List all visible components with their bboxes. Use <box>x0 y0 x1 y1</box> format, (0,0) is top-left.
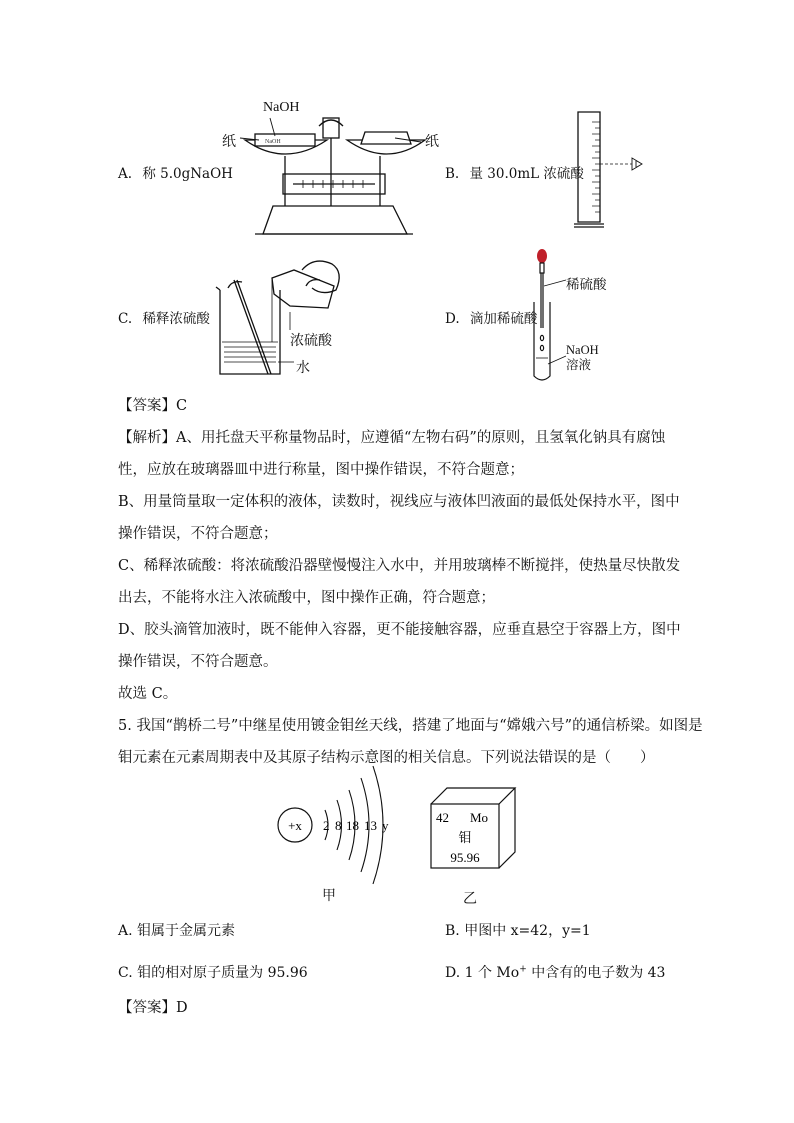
dropper-bulb <box>537 249 547 263</box>
label-conc-acid: 浓硫酸 <box>290 333 332 349</box>
element-name: 钼 <box>458 830 472 845</box>
element-cell-mo <box>425 782 521 874</box>
svg-text:NaOH: NaOH <box>265 139 281 145</box>
dropper-figure <box>528 246 568 386</box>
label-paper-left: 纸 <box>222 134 236 150</box>
shell-4-count: 13 <box>364 818 377 833</box>
caption-jia: 甲 <box>322 888 336 904</box>
element-symbol: Mo <box>470 810 489 825</box>
shell-3-count: 18 <box>346 818 359 833</box>
glass-rod <box>234 280 268 374</box>
atomic-number: 42 <box>436 810 449 825</box>
balance-base <box>263 206 407 234</box>
label-dilute-acid: 稀硫酸 <box>566 277 607 293</box>
analysis-line-7: D、胶头滴管加液时，既不能伸入容器，更不能接触容器，应垂直悬空于容器上方，图中 <box>118 622 681 638</box>
shell-2-count: 8 <box>335 818 342 833</box>
eye-icon <box>632 158 642 170</box>
q5-option-d: D. 1 个 Mo+ 中含有的电子数为 43 <box>445 964 666 981</box>
cylinder-figure <box>570 108 650 230</box>
analysis-line-2: 性，应放在玻璃器皿中进行称量，图中操作错误，不符合题意； <box>118 462 524 478</box>
atomic-mass: 95.96 <box>450 850 480 865</box>
q5-option-b: B. 甲图中 x=42，y=1 <box>445 923 591 939</box>
analysis-line-8: 操作错误，不符合题意。 <box>118 654 278 670</box>
analysis-line-9: 故选 C。 <box>118 686 178 702</box>
analysis-line-1: 【解析】A、用托盘天平称量物品时，应遵循“左物右码”的原则，且氢氧化钠具有腐蚀 <box>118 430 666 446</box>
atom-structure-diagram <box>275 762 405 887</box>
analysis-line-4: 操作错误，不符合题意； <box>118 526 278 542</box>
q5-answer: 【答案】D <box>118 1000 188 1016</box>
label-naoh-solution: NaOH 溶液 <box>566 343 599 372</box>
option-b: B. 量 30.0mL 浓硫酸 <box>445 166 584 182</box>
shell-5-count: y <box>382 818 389 833</box>
dilution-figure <box>210 250 355 380</box>
shell-1-count: 2 <box>323 818 330 833</box>
option-d: D. 滴加稀硫酸 <box>445 311 538 327</box>
balance-figure <box>215 96 440 241</box>
q5-stem-line-2: 钼元素在元素周期表中及其原子结构示意图的相关信息。下列说法错误的是（ ） <box>118 750 655 766</box>
q5-stem-line-1: 5. 我国“鹊桥二号”中继星使用镀金钼丝天线，搭建了地面与“嫦娥六号”的通信桥梁。如图是 <box>118 718 703 734</box>
q5-option-c: C. 钼的相对原子质量为 95.96 <box>118 965 308 981</box>
option-c: C. 稀释浓硫酸 <box>118 311 210 327</box>
acid-beaker <box>272 270 334 308</box>
caption-yi: 乙 <box>463 891 477 907</box>
q5-option-a: A. 钼属于金属元素 <box>118 923 236 939</box>
analysis-line-6: 出去，不能将水注入浓硫酸中，图中操作正确，符合题意； <box>118 590 495 606</box>
option-a: A. 称 5.0gNaOH <box>118 166 233 182</box>
label-paper-right: 纸 <box>425 134 439 150</box>
cylinder-body <box>578 112 600 222</box>
label-water: 水 <box>296 360 310 376</box>
label-naoh: NaOH <box>263 100 300 115</box>
analysis-line-3: B、用量筒量取一定体积的液体，读数时，视线应与液体凹液面的最低处保持水平，图中 <box>118 494 680 510</box>
analysis-line-5: C、稀释浓硫酸：将浓硫酸沿器壁慢慢注入水中，并用玻璃棒不断搅拌，使热量尽快散发 <box>118 558 681 574</box>
q4-answer: 【答案】C <box>118 398 188 414</box>
nucleus-charge: +x <box>288 818 302 833</box>
beaker <box>220 290 280 374</box>
